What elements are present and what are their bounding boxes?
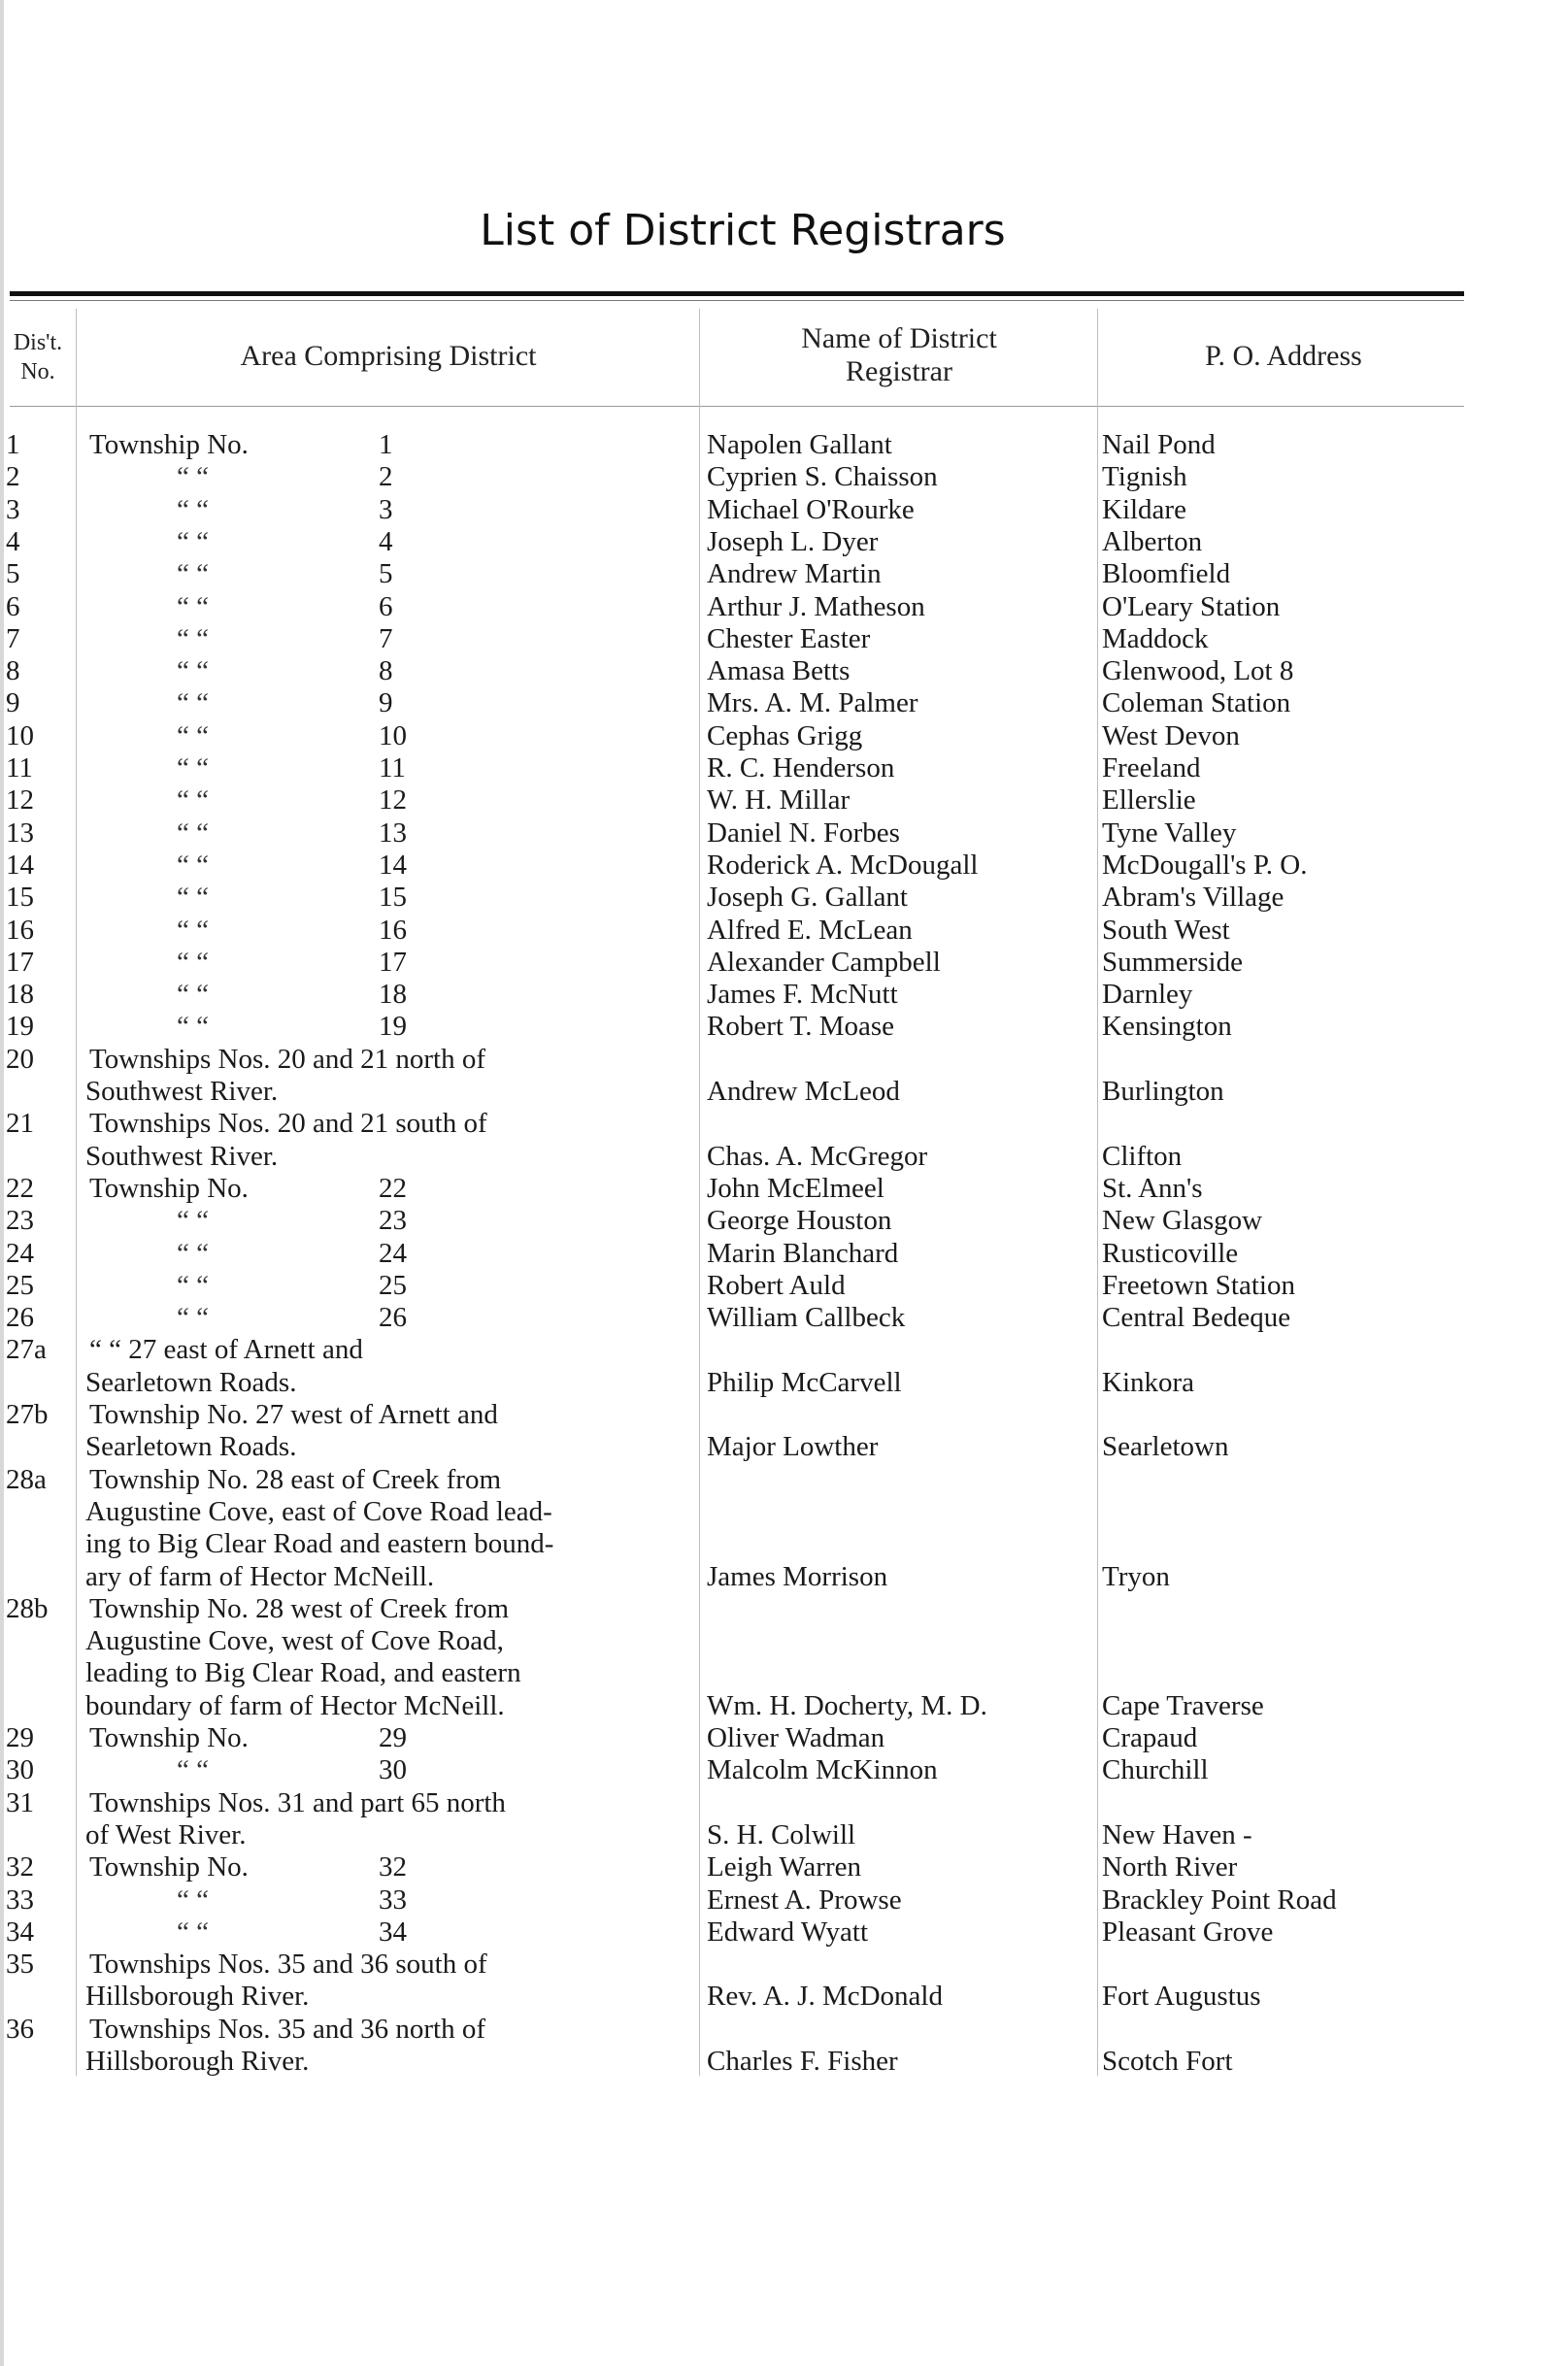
township-number: 6	[379, 590, 393, 622]
area-text: “ “	[177, 1302, 209, 1334]
area-text: “ “	[177, 1916, 209, 1948]
area-text: Townships Nos. 35 and 36 south of	[89, 1949, 487, 1981]
po-address: Freeland	[1102, 752, 1201, 783]
registrar-name: W. H. Millar	[707, 784, 851, 816]
district-number: 21	[6, 1108, 34, 1140]
registrar-name: Robert Auld	[707, 1269, 846, 1301]
po-address: Brackley Point Road	[1102, 1883, 1337, 1916]
table-row	[0, 1076, 1568, 1108]
district-number: 23	[6, 1205, 34, 1237]
po-address: Churchill	[1102, 1754, 1209, 1786]
po-address: Maddock	[1102, 622, 1209, 654]
po-address: Cape Traverse	[1102, 1689, 1264, 1721]
area-text: “ “	[177, 752, 209, 783]
header-name	[701, 322, 1097, 388]
po-address: Tignish	[1102, 461, 1187, 493]
table-row	[0, 1657, 1568, 1689]
registrar-name: Oliver Wadman	[707, 1722, 885, 1753]
registrar-name: George Houston	[707, 1205, 892, 1237]
table-row	[0, 947, 1568, 979]
township-number: 17	[379, 946, 407, 978]
table-row	[0, 591, 1568, 623]
header-rule-thick	[10, 291, 1464, 296]
table-row	[0, 429, 1568, 461]
area-text: “ “	[177, 655, 209, 687]
po-address: Bloomfield	[1102, 558, 1231, 590]
registrar-name: Chester Easter	[707, 622, 871, 654]
table-row	[0, 1464, 1568, 1496]
area-text: “ “	[177, 1754, 209, 1786]
table-row	[0, 1205, 1568, 1237]
area-text: “ “	[177, 882, 209, 914]
township-number: 15	[379, 882, 407, 914]
district-number: 10	[6, 719, 34, 751]
po-address: Ellerslie	[1102, 784, 1196, 816]
district-number: 32	[6, 1851, 34, 1883]
registrar-name: Malcolm McKinnon	[707, 1754, 938, 1786]
registrar-name: Mrs. A. M. Palmer	[707, 687, 918, 719]
table-row	[0, 1528, 1568, 1560]
district-number: 7	[6, 622, 20, 654]
area-text: “ “ 27 east of Arnett and	[89, 1334, 363, 1366]
area-text: ary of farm of Hector McNeill.	[85, 1560, 435, 1592]
township-number: 26	[379, 1302, 407, 1334]
district-number: 29	[6, 1722, 34, 1753]
area-text: Township No. 28 west of Creek from	[89, 1592, 510, 1624]
district-number: 31	[6, 1786, 34, 1818]
district-number: 30	[6, 1754, 34, 1786]
area-text: “ “	[177, 816, 209, 849]
district-number: 22	[6, 1172, 34, 1204]
table-row	[0, 1981, 1568, 2013]
township-number: 19	[379, 1011, 407, 1043]
po-address: Abram's Village	[1102, 882, 1284, 914]
registrar-name: Joseph G. Gallant	[707, 882, 908, 914]
table-row	[0, 1819, 1568, 1851]
table-row	[0, 1302, 1568, 1334]
registrar-name: Joseph L. Dyer	[707, 525, 879, 557]
registrar-name: S. H. Colwill	[707, 1818, 856, 1850]
po-address: O'Leary Station	[1102, 590, 1281, 622]
header-name-line1: Name of District	[801, 322, 997, 354]
township-number: 1	[379, 429, 393, 460]
header-po: P. O. Address	[1205, 340, 1362, 372]
registrar-name: Charles F. Fisher	[707, 2046, 898, 2077]
township-number: 11	[379, 752, 406, 783]
township-number: 2	[379, 461, 393, 493]
area-text: “ “	[177, 622, 209, 654]
table-row	[0, 1593, 1568, 1625]
header-rule-thin	[10, 300, 1464, 301]
registrar-name: Daniel N. Forbes	[707, 816, 900, 849]
table-row	[0, 850, 1568, 882]
township-number: 4	[379, 525, 393, 557]
registrar-name: John McElmeel	[707, 1172, 884, 1204]
township-number: 25	[379, 1269, 407, 1301]
table-row	[0, 915, 1568, 947]
registrar-name: Ernest A. Prowse	[707, 1883, 902, 1916]
township-number: 33	[379, 1883, 407, 1916]
area-text: “ “	[177, 1205, 209, 1237]
district-number: 20	[6, 1043, 34, 1075]
registrar-name: Arthur J. Matheson	[707, 590, 925, 622]
po-address: Rusticoville	[1102, 1237, 1239, 1269]
area-text: “ “	[177, 1011, 209, 1043]
table-row	[0, 979, 1568, 1011]
area-text: Townships Nos. 35 and 36 north of	[89, 2013, 485, 2045]
po-address: Kildare	[1102, 493, 1186, 525]
district-number: 27a	[6, 1334, 47, 1366]
district-number: 5	[6, 558, 20, 590]
area-text: “ “	[177, 946, 209, 978]
header-dist-no	[4, 328, 72, 386]
township-number: 22	[379, 1172, 407, 1204]
area-text: Hillsborough River.	[85, 2046, 310, 2077]
po-address: Alberton	[1102, 525, 1203, 557]
township-number: 14	[379, 849, 407, 881]
table-row	[0, 687, 1568, 719]
table-row	[0, 623, 1568, 655]
table-row	[0, 461, 1568, 493]
po-address: Nail Pond	[1102, 429, 1216, 460]
table-row	[0, 1270, 1568, 1302]
po-address: Coleman Station	[1102, 687, 1291, 719]
district-number: 17	[6, 946, 34, 978]
po-address: Scotch Fort	[1102, 2046, 1233, 2077]
area-text: “ “	[177, 461, 209, 493]
district-number: 34	[6, 1916, 34, 1948]
township-number: 8	[379, 655, 393, 687]
area-text: “ “	[177, 914, 209, 946]
township-number: 12	[379, 784, 407, 816]
district-number: 1	[6, 429, 20, 460]
po-address: Summerside	[1102, 946, 1243, 978]
table-row	[0, 494, 1568, 526]
table-row	[0, 817, 1568, 850]
header-dist-no-line1: Dis't.	[13, 330, 63, 355]
po-address: Tyne Valley	[1102, 816, 1237, 849]
registrar-name: Chas. A. McGregor	[707, 1140, 928, 1172]
po-address: West Devon	[1102, 719, 1240, 751]
area-text: “ “	[177, 1269, 209, 1301]
header-name-line2: Registrar	[846, 355, 952, 387]
district-number: 6	[6, 590, 20, 622]
district-number: 28b	[6, 1592, 49, 1624]
area-text: “ “	[177, 1883, 209, 1916]
po-address: Freetown Station	[1102, 1269, 1295, 1301]
area-text: Hillsborough River.	[85, 1981, 310, 2013]
table-row	[0, 1916, 1568, 1949]
header-bottom-rule	[10, 406, 1464, 407]
area-text: Townships Nos. 20 and 21 north of	[89, 1043, 485, 1075]
po-address: Clifton	[1102, 1140, 1183, 1172]
township-number: 18	[379, 979, 407, 1011]
district-number: 15	[6, 882, 34, 914]
township-number: 7	[379, 622, 393, 654]
township-number: 13	[379, 816, 407, 849]
district-number: 18	[6, 979, 34, 1011]
registrar-name: Major Lowther	[707, 1431, 879, 1463]
table-row	[0, 1141, 1568, 1173]
table-row	[0, 2014, 1568, 2046]
po-address: Pleasant Grove	[1102, 1916, 1274, 1948]
township-number: 16	[379, 914, 407, 946]
area-text: “ “	[177, 590, 209, 622]
po-address: St. Ann's	[1102, 1172, 1203, 1204]
po-address: New Glasgow	[1102, 1205, 1263, 1237]
header-dist-no-line2: No.	[20, 359, 55, 384]
po-address: Kinkora	[1102, 1366, 1195, 1398]
area-text: boundary of farm of Hector McNeill.	[85, 1689, 505, 1721]
district-number: 26	[6, 1302, 34, 1334]
district-number: 13	[6, 816, 34, 849]
area-text: “ “	[177, 1237, 209, 1269]
district-number: 8	[6, 655, 20, 687]
registrar-name: James F. McNutt	[707, 979, 898, 1011]
township-number: 32	[379, 1851, 407, 1883]
area-text: “ “	[177, 719, 209, 751]
table-row	[0, 1173, 1568, 1205]
registrar-name: Robert T. Moase	[707, 1011, 895, 1043]
table-row	[0, 784, 1568, 816]
township-number: 30	[379, 1754, 407, 1786]
area-text: “ “	[177, 493, 209, 525]
table-row	[0, 1367, 1568, 1399]
area-text: Township No.	[89, 429, 249, 460]
district-number: 4	[6, 525, 20, 557]
table-row	[0, 1690, 1568, 1722]
registrar-name: Andrew McLeod	[707, 1076, 900, 1107]
district-number: 3	[6, 493, 20, 525]
district-number: 11	[6, 752, 33, 783]
registrar-name: Cephas Grigg	[707, 719, 863, 751]
table-row	[0, 1851, 1568, 1883]
table-row	[0, 1949, 1568, 1981]
po-address: Central Bedeque	[1102, 1302, 1291, 1334]
area-text: “ “	[177, 687, 209, 719]
registrar-name: Leigh Warren	[707, 1851, 861, 1883]
po-address: Tryon	[1102, 1560, 1170, 1592]
township-number: 34	[379, 1916, 407, 1948]
registrar-name: Alfred E. McLean	[707, 914, 913, 946]
registrar-name: Rev. A. J. McDonald	[707, 1981, 943, 2013]
area-text: Southwest River.	[85, 1076, 279, 1107]
po-address: South West	[1102, 914, 1230, 946]
area-text: ing to Big Clear Road and eastern bound-	[85, 1528, 554, 1560]
district-number: 35	[6, 1949, 34, 1981]
po-address: Crapaud	[1102, 1722, 1198, 1753]
registrar-name: Wm. H. Docherty, M. D.	[707, 1689, 987, 1721]
table-row	[0, 1561, 1568, 1593]
table-row	[0, 1399, 1568, 1431]
po-address: Fort Augustus	[1102, 1981, 1261, 2013]
registrar-name: Andrew Martin	[707, 558, 882, 590]
registrar-name: James Morrison	[707, 1560, 888, 1592]
area-text: of West River.	[85, 1818, 247, 1850]
area-text: Searletown Roads.	[85, 1431, 297, 1463]
table-row	[0, 2046, 1568, 2078]
table-row	[0, 1431, 1568, 1463]
area-text: Townships Nos. 20 and 21 south of	[89, 1108, 487, 1140]
area-text: Township No.	[89, 1851, 249, 1883]
registrar-name: Amasa Betts	[707, 655, 851, 687]
table-row	[0, 558, 1568, 590]
township-number: 9	[379, 687, 393, 719]
district-number: 2	[6, 461, 20, 493]
table-row	[0, 1884, 1568, 1916]
table-row	[0, 526, 1568, 558]
registrar-name: Michael O'Rourke	[707, 493, 915, 525]
po-address: Darnley	[1102, 979, 1193, 1011]
district-number: 16	[6, 914, 34, 946]
township-number: 3	[379, 493, 393, 525]
po-address: Burlington	[1102, 1076, 1224, 1107]
registrar-name: Napolen Gallant	[707, 429, 892, 460]
district-number: 33	[6, 1883, 34, 1916]
table-row	[0, 1496, 1568, 1528]
registrar-name: Cyprien S. Chaisson	[707, 461, 938, 493]
table-row	[0, 655, 1568, 687]
table-row	[0, 1011, 1568, 1043]
page-title: List of District Registrars	[480, 206, 1006, 255]
table-row	[0, 1625, 1568, 1657]
area-text: Augustine Cove, west of Cove Road,	[85, 1625, 504, 1657]
district-number: 14	[6, 849, 34, 881]
header-area: Area Comprising District	[240, 340, 537, 372]
area-text: “ “	[177, 979, 209, 1011]
district-number: 19	[6, 1011, 34, 1043]
area-text: Townships Nos. 31 and part 65 north	[89, 1786, 506, 1818]
district-number: 12	[6, 784, 34, 816]
area-text: “ “	[177, 784, 209, 816]
township-number: 5	[379, 558, 393, 590]
district-number: 36	[6, 2013, 34, 2045]
registrar-name: Roderick A. McDougall	[707, 849, 979, 881]
po-address: Searletown	[1102, 1431, 1229, 1463]
po-address: McDougall's P. O.	[1102, 849, 1308, 881]
table-row	[0, 1238, 1568, 1270]
township-number: 29	[379, 1722, 407, 1753]
area-text: “ “	[177, 558, 209, 590]
po-address: North River	[1102, 1851, 1238, 1883]
area-text: leading to Big Clear Road, and eastern	[85, 1657, 521, 1689]
area-text: Township No. 27 west of Arnett and	[89, 1399, 498, 1430]
district-number: 9	[6, 687, 20, 719]
table-row	[0, 1334, 1568, 1366]
area-text: “ “	[177, 849, 209, 881]
registrar-name: R. C. Henderson	[707, 752, 895, 783]
registrar-name: Edward Wyatt	[707, 1916, 869, 1948]
registrar-name: Marin Blanchard	[707, 1237, 899, 1269]
table-row	[0, 1108, 1568, 1140]
area-text: Augustine Cove, east of Cove Road lead-	[85, 1495, 552, 1527]
area-text: Township No.	[89, 1172, 249, 1204]
table-row	[0, 1722, 1568, 1754]
registrar-name: Alexander Campbell	[707, 946, 941, 978]
area-text: Township No.	[89, 1722, 249, 1753]
township-number: 24	[379, 1237, 407, 1269]
township-number: 23	[379, 1205, 407, 1237]
district-number: 27b	[6, 1399, 49, 1430]
district-number: 28a	[6, 1463, 47, 1495]
registrar-name: William Callbeck	[707, 1302, 906, 1334]
area-text: Township No. 28 east of Creek from	[89, 1463, 502, 1495]
district-number: 25	[6, 1269, 34, 1301]
area-text: Southwest River.	[85, 1140, 279, 1172]
registrar-name: Philip McCarvell	[707, 1366, 902, 1398]
table-row	[0, 1044, 1568, 1076]
area-text: Searletown Roads.	[85, 1366, 297, 1398]
po-address: New Haven -	[1102, 1818, 1252, 1850]
township-number: 10	[379, 719, 407, 751]
table-row	[0, 1754, 1568, 1786]
table-row	[0, 752, 1568, 784]
area-text: “ “	[177, 525, 209, 557]
po-address: Glenwood, Lot 8	[1102, 655, 1294, 687]
po-address: Kensington	[1102, 1011, 1232, 1043]
table-row	[0, 720, 1568, 752]
table-row	[0, 882, 1568, 914]
table-row	[0, 1787, 1568, 1819]
district-number: 24	[6, 1237, 34, 1269]
